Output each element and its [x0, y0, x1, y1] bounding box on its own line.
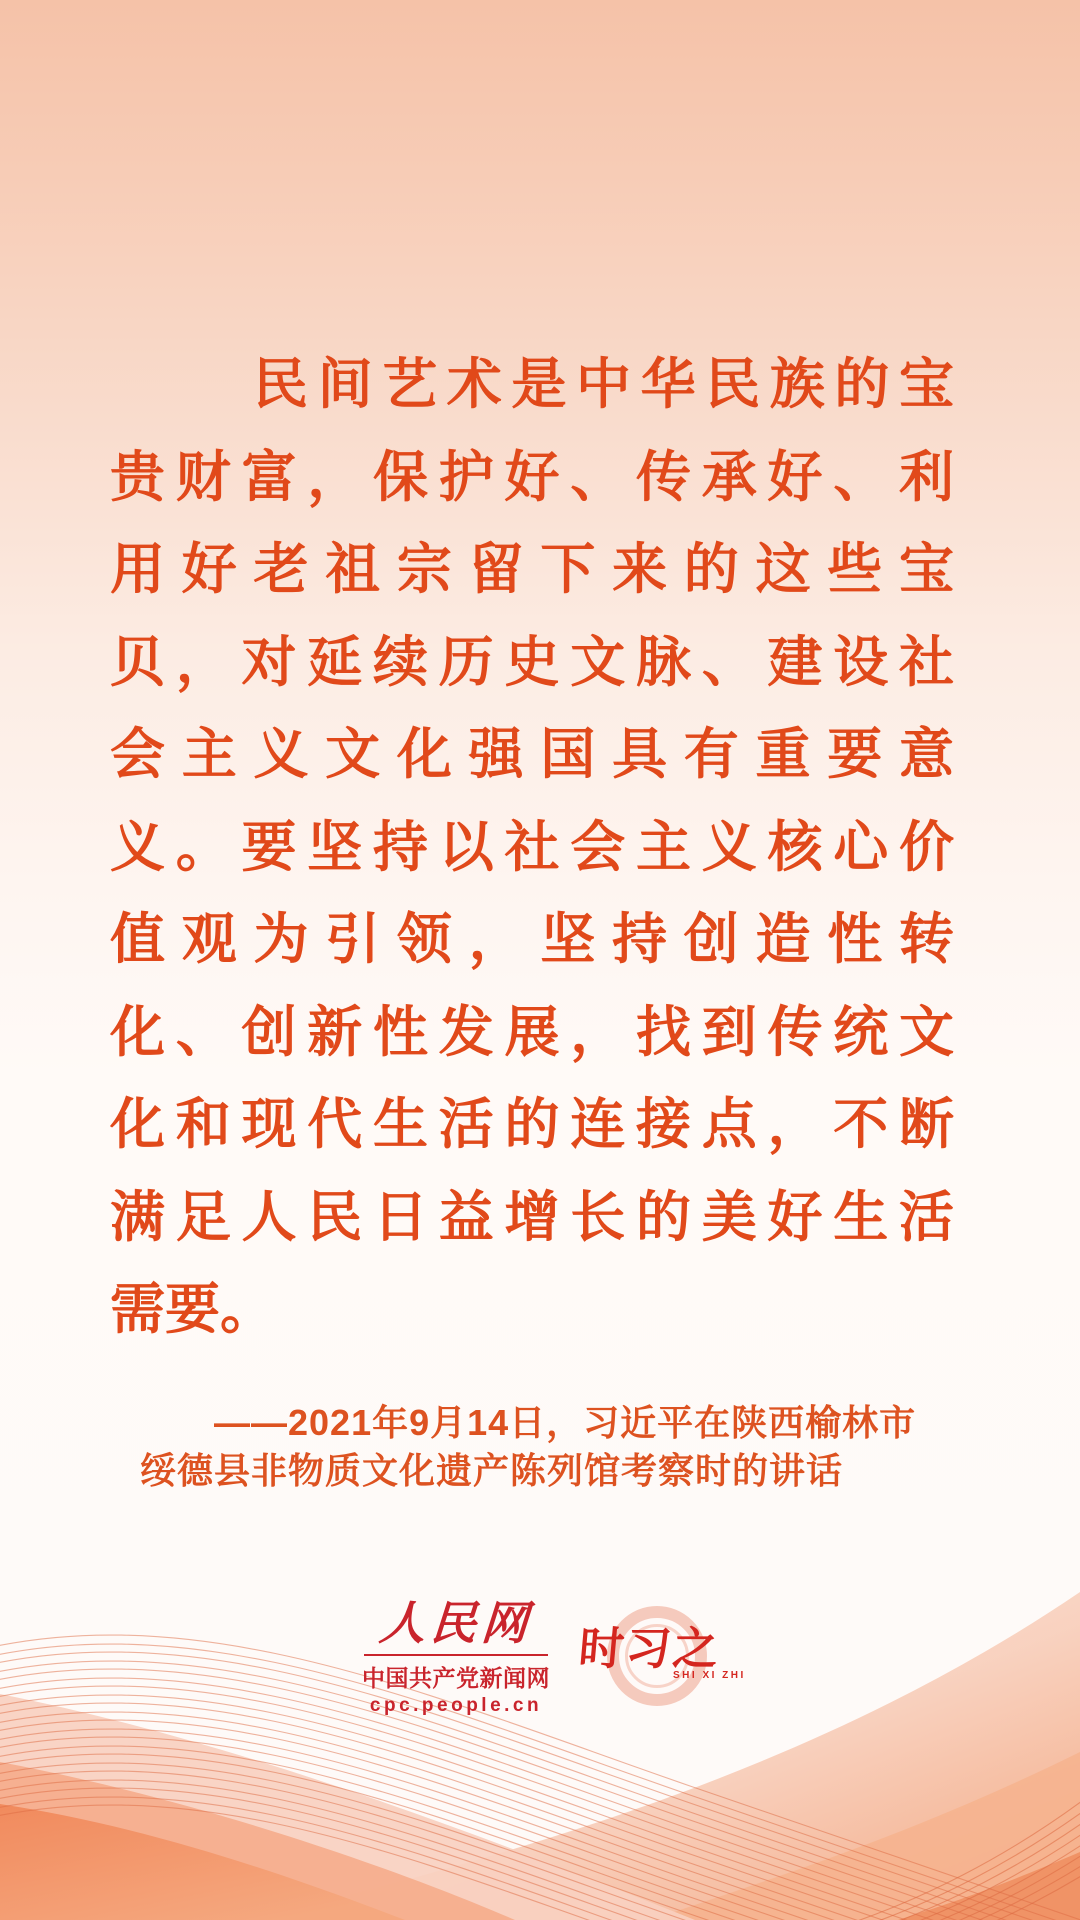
logo-divider	[364, 1654, 548, 1656]
attribution-line-1: ——2021年9月14日，习近平在陕西榆林市	[214, 1402, 917, 1443]
quote-line: 民间艺术是中华民族的宝	[253, 353, 954, 415]
shixizhi-logo	[575, 1600, 745, 1725]
quote-line: 需要。	[110, 1278, 276, 1340]
shixizhi-romanized-label: SHI XI ZHI	[673, 1670, 746, 1681]
cpc-url-label: cpc.people.cn	[369, 1695, 543, 1716]
quote-line: 化和现代生活的连接点，不断	[110, 1093, 954, 1155]
quote-line: 义。要坚持以社会主义核心价	[110, 815, 954, 878]
quote-line: 会主义文化强国具有重要意	[110, 723, 954, 785]
quote-line: 满足人民日益增长的美好生活	[110, 1185, 954, 1248]
shixizhi-wordmark: 时习之	[576, 1623, 723, 1674]
people-daily-logo	[356, 1594, 556, 1717]
quote-line: 值观为引领，坚持创造性转	[110, 908, 954, 970]
cpc-news-site-label: 中国共产党新闻网	[362, 1665, 550, 1691]
attribution-line-2: 绥德县非物质文化遗产陈列馆考察时的讲话	[140, 1449, 844, 1491]
quote-block	[110, 338, 954, 1356]
quote-line: 用好老祖宗留下来的这些宝	[110, 538, 954, 600]
quote-line: 贝，对延续历史文脉、建设社	[110, 630, 954, 693]
attribution	[140, 1399, 945, 1494]
renminwang-wordmark: 人民网	[377, 1597, 535, 1649]
quote-line: 贵财富，保护好、传承好、利	[110, 445, 954, 508]
quote-line: 化、创新性发展，找到传统文	[110, 1000, 954, 1063]
